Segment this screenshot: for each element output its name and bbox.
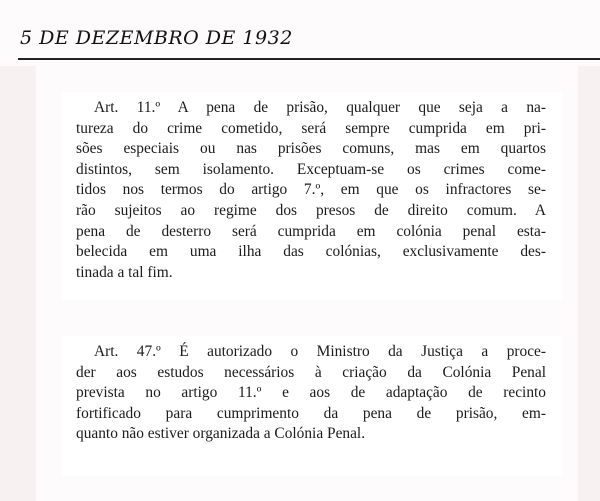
article-line: tinada a tal fim. <box>76 263 173 281</box>
article-line: belecida em uma ilha das colónias, exclusivamente des- <box>76 243 546 261</box>
article-47-block <box>62 336 562 476</box>
header-rule <box>18 58 600 60</box>
right-margin <box>578 66 600 501</box>
article-line: fortificado para cumprimento da pena de prisão, em- <box>76 404 546 422</box>
article-47-paragraph <box>76 342 546 445</box>
article-line: Art. 47.º É autorizado o Ministro da Justiça a proce- <box>94 343 546 360</box>
article-11-block <box>62 92 562 300</box>
article-line: der aos estudos necessários à criação da Colónia Penal <box>76 363 546 381</box>
article-line: quanto não estiver organizada a Colónia Penal. <box>76 425 366 443</box>
page-header <box>18 26 596 50</box>
article-line: distintos, sem isolamento. Exceptuam-se os crimes come- <box>76 160 546 178</box>
article-line: tureza do crime cometido, será sempre cumprida em pri- <box>76 119 546 137</box>
article-line: Art. 11.º A pena de prisão, qualquer que seja a na- <box>94 99 546 116</box>
article-line: sões especiais ou nas prisões comuns, mas em quartos <box>76 140 546 158</box>
header-date: 5 DE DEZEMBRO DE 1932 <box>20 27 293 49</box>
article-line: pena de desterro será cumprida em colónia penal esta- <box>76 222 546 240</box>
article-11-paragraph <box>76 98 546 283</box>
article-line: rão sujeitos ao regime dos presos de direito comum. A <box>76 201 546 219</box>
article-line: prevista no artigo 11.º e aos de adaptação de recinto <box>76 384 546 402</box>
left-margin <box>0 66 36 501</box>
article-line: tidos nos termos do artigo 7.º, em que os infractores se- <box>76 181 546 199</box>
